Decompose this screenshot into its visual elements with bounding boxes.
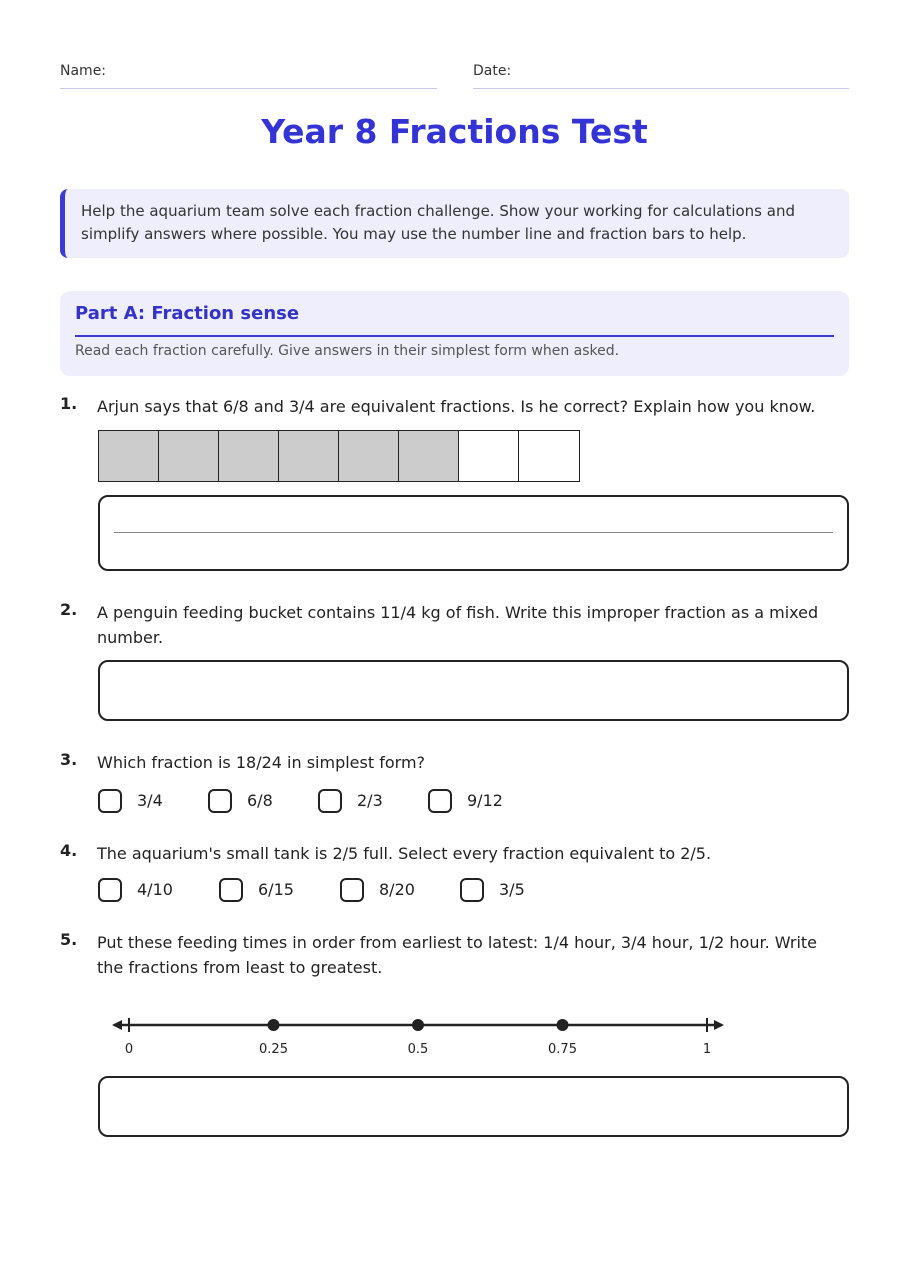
student-info-row [60, 60, 849, 90]
checkbox[interactable] [98, 878, 122, 902]
question-text: Which fraction is 18/24 in simplest form? [97, 753, 426, 772]
intro-text: Help the aquarium team solve each fraction challenge. Show your working for calculations and simplify answers where possible. You may use the number line and fraction bars to help. [81, 202, 795, 243]
answer-line [114, 532, 833, 533]
number-line-point [557, 1019, 569, 1031]
fraction-bar-cell-shaded [159, 431, 219, 481]
checkbox[interactable] [219, 878, 243, 902]
part-a-divider [75, 335, 834, 337]
checkbox[interactable] [460, 878, 484, 902]
option-label: 4/10 [137, 880, 173, 899]
fraction-bar-cell [519, 431, 579, 481]
number-line-point [412, 1019, 424, 1031]
fraction-bar-cell-shaded [99, 431, 159, 481]
number-line-tick-label: 0 [124, 1042, 134, 1057]
number-line-svg [110, 1010, 730, 1040]
option-label: 6/8 [247, 791, 273, 810]
checkbox[interactable] [428, 789, 452, 813]
date-label: Date: [473, 63, 512, 79]
name-field[interactable] [60, 60, 437, 89]
question-number: 1. [60, 394, 78, 413]
fraction-bar-cell-shaded [339, 431, 399, 481]
answer-box-5[interactable] [98, 1076, 849, 1137]
checkbox[interactable] [340, 878, 364, 902]
checkbox[interactable] [318, 789, 342, 813]
option-label: 3/4 [137, 791, 163, 810]
option-label: 2/3 [357, 791, 383, 810]
part-a-header [60, 291, 849, 376]
option-label: 8/20 [379, 880, 415, 899]
number-line-tick-label: 0.25 [259, 1042, 288, 1057]
part-a-instructions: Read each fraction carefully. Give answers in their simplest form when asked. [75, 343, 620, 359]
page-title: Year 8 Fractions Test [261, 112, 648, 151]
left-arrow-icon [112, 1020, 122, 1030]
question-text: A penguin feeding bucket contains 11/4 kg of fish. Write this improper fraction as a mixed number. [97, 603, 819, 647]
question-number: 2. [60, 600, 78, 619]
option-label: 6/15 [258, 880, 294, 899]
fraction-bar-cell [459, 431, 519, 481]
fraction-bar [98, 430, 580, 482]
question-number: 4. [60, 841, 78, 860]
fraction-bar-cell-shaded [399, 431, 459, 481]
question-number: 3. [60, 750, 78, 769]
checkbox[interactable] [208, 789, 232, 813]
checkbox[interactable] [98, 789, 122, 813]
number-line-point [268, 1019, 280, 1031]
date-field[interactable] [473, 60, 849, 89]
intro-callout [60, 189, 849, 258]
option-label: 3/5 [499, 880, 525, 899]
fraction-bar-cell-shaded [279, 431, 339, 481]
answer-box-1[interactable] [98, 495, 849, 571]
part-a-title: Part A: Fraction sense [75, 303, 300, 324]
question-text: Put these feeding times in order from earliest to latest: 1/4 hour, 3/4 hour, 1/2 hour. Write the fractions from least to greatest. [97, 933, 818, 977]
option-label: 9/12 [467, 791, 503, 810]
number-line-tick-label: 1 [702, 1042, 712, 1057]
right-arrow-icon [714, 1020, 724, 1030]
number-line-tick-label: 0.5 [407, 1042, 429, 1057]
number-line-tick-label: 0.75 [548, 1042, 577, 1057]
answer-box-2[interactable] [98, 660, 849, 721]
question-text: Arjun says that 6/8 and 3/4 are equivalent fractions. Is he correct? Explain how you know. [97, 397, 816, 416]
question-text: The aquarium's small tank is 2/5 full. Select every fraction equivalent to 2/5. [97, 844, 712, 863]
question-number: 5. [60, 930, 78, 949]
fraction-bar-cell-shaded [219, 431, 279, 481]
name-label: Name: [60, 63, 107, 79]
number-line [110, 1010, 730, 1070]
